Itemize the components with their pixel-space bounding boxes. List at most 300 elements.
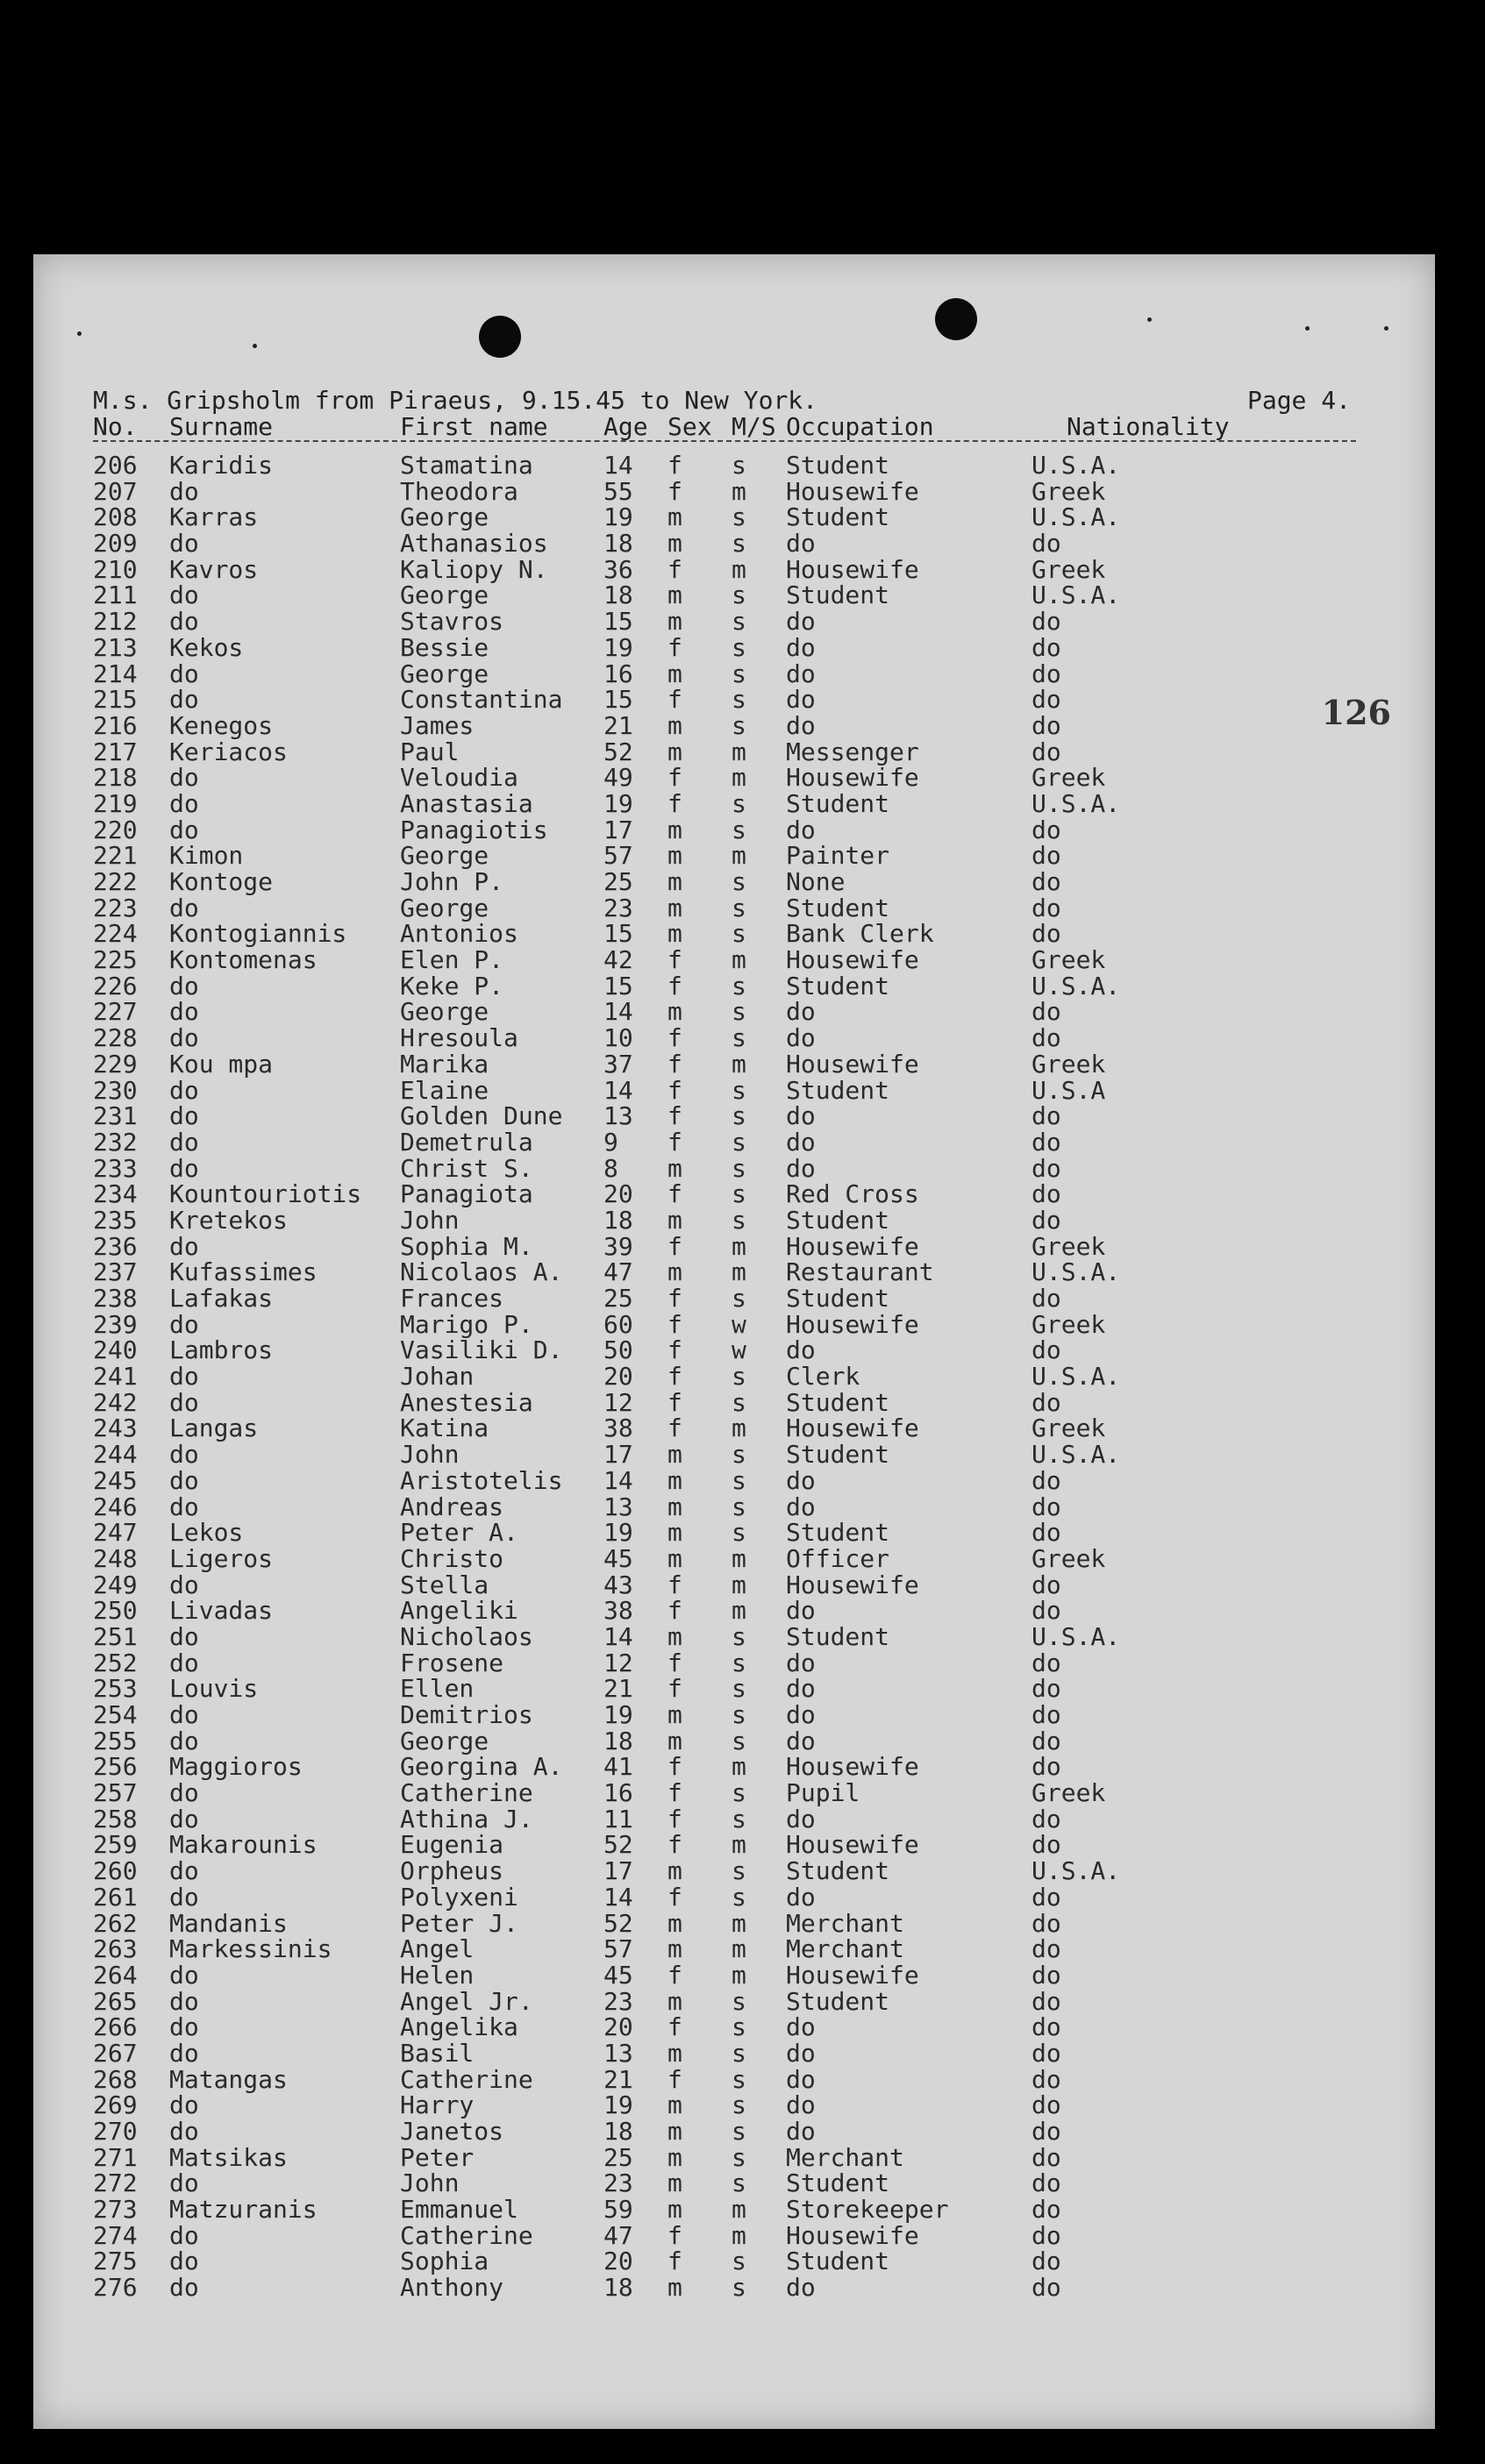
nationality-cell: do <box>1032 1752 1061 1782</box>
age-cell: 21 <box>603 1674 633 1704</box>
occupation-cell: Student <box>786 2168 890 2198</box>
table-row <box>93 1543 1391 1573</box>
sex-cell: m <box>668 2142 682 2172</box>
sex-cell: m <box>668 1908 682 1938</box>
surname-cell: Kontoge <box>169 867 274 896</box>
occupation-cell: Student <box>786 1856 890 1886</box>
marital-status-cell: s <box>732 685 746 715</box>
first-name-cell: Eugenia <box>400 1830 504 1860</box>
surname-cell: do <box>169 815 199 844</box>
passenger-no-cell: 211 <box>93 580 138 610</box>
sex-cell: m <box>668 1700 682 1729</box>
surname-cell: do <box>169 1726 199 1755</box>
sex-cell: m <box>668 1856 682 1886</box>
occupation-cell: Student <box>786 2247 890 2276</box>
marital-status-cell: s <box>732 1075 746 1105</box>
surname-cell: do <box>169 2012 199 2042</box>
marital-status-cell: s <box>732 1127 746 1157</box>
first-name-cell: Theodora <box>400 476 518 506</box>
occupation-cell: do <box>786 2090 816 2120</box>
age-cell: 16 <box>603 1778 633 1808</box>
manifest-title: M.s. Gripsholm from Piraeus, 9.15.45 to New York. <box>93 386 818 415</box>
header-divider <box>93 440 1356 442</box>
first-name-cell: Elaine <box>400 1075 489 1105</box>
age-cell: 17 <box>603 1856 633 1886</box>
first-name-cell: Keke P. <box>400 971 504 1001</box>
occupation-cell: do <box>786 659 816 688</box>
surname-cell: do <box>169 2247 199 2276</box>
table-row <box>93 1727 1391 1753</box>
first-name-cell: Anestesia <box>400 1387 533 1417</box>
occupation-cell: Housewife <box>786 1309 919 1339</box>
first-name-cell: George <box>400 502 489 532</box>
surname-cell: do <box>169 1621 199 1651</box>
nationality-cell: do <box>1032 2038 1061 2068</box>
marital-status-cell: s <box>732 2142 746 2172</box>
surname-cell: Lekos <box>169 1518 244 1548</box>
occupation-cell: do <box>786 1127 816 1157</box>
marital-status-cell: s <box>732 1284 746 1313</box>
nationality-cell: do <box>1032 685 1061 715</box>
marital-status-cell: m <box>732 841 746 871</box>
age-cell: 20 <box>603 2012 633 2042</box>
table-row <box>93 997 1391 1027</box>
table-row <box>93 763 1391 793</box>
first-name-cell: Frances <box>400 1284 504 1313</box>
occupation-cell: Student <box>786 1387 890 1417</box>
passenger-no-cell: 217 <box>93 737 138 766</box>
nationality-cell: do <box>1032 2220 1061 2250</box>
sex-cell: f <box>668 763 682 793</box>
age-cell: 14 <box>603 1465 633 1495</box>
table-row <box>93 2273 1391 2303</box>
nationality-cell: do <box>1032 1101 1061 1131</box>
nationality-cell: do <box>1032 1804 1061 1834</box>
col-header-age: Age <box>603 412 648 441</box>
occupation-cell: Housewife <box>786 476 919 506</box>
sex-cell: m <box>668 893 682 922</box>
surname-cell: do <box>169 1101 199 1131</box>
occupation-cell: Housewife <box>786 1049 919 1079</box>
marital-status-cell: m <box>732 1934 746 1964</box>
table-row <box>93 1908 1391 1938</box>
table-row <box>93 2142 1391 2172</box>
first-name-cell: Antonios <box>400 919 518 949</box>
marital-status-cell: s <box>732 580 746 610</box>
marital-status-cell: s <box>732 1492 746 1521</box>
marital-status-cell: s <box>732 607 746 637</box>
sex-cell: m <box>668 867 682 896</box>
passenger-no-cell: 232 <box>93 1127 138 1157</box>
occupation-cell: do <box>786 710 816 740</box>
surname-cell: do <box>169 1127 199 1157</box>
age-cell: 57 <box>603 841 633 871</box>
marital-status-cell: s <box>732 1387 746 1417</box>
first-name-cell: John P. <box>400 867 504 896</box>
surname-cell: do <box>169 2220 199 2250</box>
nationality-cell: Greek <box>1032 1309 1106 1339</box>
passenger-no-cell: 242 <box>93 1387 138 1417</box>
marital-status-cell: m <box>732 476 746 506</box>
marital-status-cell: s <box>732 632 746 662</box>
first-name-cell: Kaliopy N. <box>400 554 548 584</box>
marital-status-cell: s <box>732 997 746 1027</box>
surname-cell: Kenegos <box>169 710 274 740</box>
occupation-cell: Officer <box>786 1543 890 1573</box>
table-row <box>93 1284 1391 1313</box>
nationality-cell: Greek <box>1032 1778 1106 1808</box>
table-row <box>93 1986 1391 2016</box>
surname-cell: do <box>169 607 199 637</box>
passenger-no-cell: 254 <box>93 1700 138 1729</box>
nationality-cell: do <box>1032 1179 1061 1209</box>
first-name-cell: Golden Dune <box>400 1101 563 1131</box>
surname-cell: Kou mpa <box>169 1049 274 1079</box>
first-name-cell: Emmanuel <box>400 2195 518 2225</box>
table-row <box>93 1049 1391 1079</box>
occupation-cell: Bank Clerk <box>786 919 934 949</box>
surname-cell: do <box>169 1075 199 1105</box>
table-row <box>93 737 1391 764</box>
nationality-cell: U.S.A. <box>1032 502 1121 532</box>
marital-status-cell: s <box>732 529 746 559</box>
first-name-cell: Polyxeni <box>400 1882 518 1912</box>
surname-cell: do <box>169 685 199 715</box>
sex-cell: f <box>668 945 682 975</box>
first-name-cell: Paul <box>400 737 460 766</box>
surname-cell: do <box>169 1778 199 1808</box>
surname-cell: Langas <box>169 1414 259 1443</box>
passenger-no-cell: 255 <box>93 1726 138 1755</box>
sex-cell: f <box>668 1023 682 1053</box>
speck <box>253 344 257 348</box>
table-row <box>93 2012 1391 2042</box>
nationality-cell: do <box>1032 1205 1061 1235</box>
passenger-no-cell: 271 <box>93 2142 138 2172</box>
surname-cell: do <box>169 1492 199 1521</box>
table-row <box>93 632 1391 662</box>
passenger-no-cell: 238 <box>93 1284 138 1313</box>
table-row <box>93 476 1391 506</box>
speck <box>77 331 82 336</box>
first-name-cell: George <box>400 841 489 871</box>
surname-cell: Livadas <box>169 1596 274 1626</box>
first-name-cell: Athina J. <box>400 1804 533 1834</box>
passenger-no-cell: 247 <box>93 1518 138 1548</box>
passenger-no-cell: 245 <box>93 1465 138 1495</box>
age-cell: 19 <box>603 2090 633 2120</box>
table-row <box>93 1649 1391 1675</box>
table-row <box>93 1778 1391 1808</box>
marital-status-cell: s <box>732 451 746 480</box>
passenger-no-cell: 256 <box>93 1752 138 1782</box>
first-name-cell: Andreas <box>400 1492 504 1521</box>
passenger-no-cell: 276 <box>93 2273 138 2303</box>
nationality-cell: do <box>1032 1700 1061 1729</box>
marital-status-cell: s <box>732 788 746 818</box>
passenger-no-cell: 222 <box>93 867 138 896</box>
col-header-no: No. <box>93 412 138 441</box>
col-header-first-name: First name <box>400 412 548 441</box>
table-row <box>93 2247 1391 2276</box>
marital-status-cell: s <box>732 1804 746 1834</box>
first-name-cell: Peter A. <box>400 1518 518 1548</box>
nationality-cell: do <box>1032 1960 1061 1990</box>
occupation-cell: Student <box>786 1621 890 1651</box>
sex-cell: m <box>668 1621 682 1651</box>
sex-cell: f <box>668 1674 682 1704</box>
sex-cell: m <box>668 1518 682 1548</box>
speck <box>1147 317 1152 322</box>
sex-cell: f <box>668 1075 682 1105</box>
table-row <box>93 554 1391 584</box>
marital-status-cell: m <box>732 737 746 766</box>
occupation-cell: Housewife <box>786 554 919 584</box>
passenger-no-cell: 225 <box>93 945 138 975</box>
nationality-cell: U.S.A. <box>1032 1440 1121 1470</box>
first-name-cell: Peter <box>400 2142 475 2172</box>
sex-cell: m <box>668 1543 682 1573</box>
passenger-no-cell: 224 <box>93 919 138 949</box>
surname-cell: Lambros <box>169 1335 274 1365</box>
surname-cell: do <box>169 763 199 793</box>
surname-cell: do <box>169 893 199 922</box>
first-name-cell: Stamatina <box>400 451 533 480</box>
occupation-cell: do <box>786 1596 816 1626</box>
sex-cell: m <box>668 580 682 610</box>
surname-cell: do <box>169 1700 199 1729</box>
occupation-cell: do <box>786 529 816 559</box>
passenger-no-cell: 253 <box>93 1674 138 1704</box>
age-cell: 52 <box>603 1908 633 1938</box>
nationality-cell: Greek <box>1032 763 1106 793</box>
nationality-cell: do <box>1032 737 1061 766</box>
first-name-cell: George <box>400 659 489 688</box>
table-row <box>93 2038 1391 2068</box>
nationality-cell: U.S.A. <box>1032 971 1121 1001</box>
first-name-cell: Sophia M. <box>400 1231 533 1261</box>
occupation-cell: Merchant <box>786 1908 904 1938</box>
sex-cell: m <box>668 737 682 766</box>
occupation-cell: Painter <box>786 841 890 871</box>
table-row <box>93 1101 1391 1131</box>
first-name-cell: Vasiliki D. <box>400 1335 563 1365</box>
occupation-cell: Housewife <box>786 1830 919 1860</box>
nationality-cell: Greek <box>1032 1231 1106 1261</box>
marital-status-cell: m <box>732 554 746 584</box>
sex-cell: m <box>668 529 682 559</box>
nationality-cell: U.S.A. <box>1032 788 1121 818</box>
stamped-number: 126 <box>1321 693 1391 732</box>
occupation-cell: do <box>786 632 816 662</box>
table-row <box>93 1700 1391 1727</box>
nationality-cell: do <box>1032 1284 1061 1313</box>
age-cell: 57 <box>603 1934 633 1964</box>
sex-cell: m <box>668 1492 682 1521</box>
occupation-cell: do <box>786 815 816 844</box>
speck <box>1305 326 1310 331</box>
age-cell: 14 <box>603 1882 633 1912</box>
marital-status-cell: m <box>732 1543 746 1573</box>
sex-cell: f <box>668 1179 682 1209</box>
occupation-cell: do <box>786 1492 816 1521</box>
first-name-cell: Elen P. <box>400 945 504 975</box>
marital-status-cell: w <box>732 1309 746 1339</box>
first-name-cell: Katina <box>400 1414 489 1443</box>
sex-cell: f <box>668 1049 682 1079</box>
occupation-cell: Housewife <box>786 1231 919 1261</box>
marital-status-cell: s <box>732 2064 746 2094</box>
marital-status-cell: m <box>732 1231 746 1261</box>
first-name-cell: John <box>400 2168 460 2198</box>
surname-cell: Karras <box>169 502 259 532</box>
occupation-cell: Student <box>786 451 890 480</box>
marital-status-cell: s <box>732 1648 746 1677</box>
age-cell: 25 <box>603 867 633 896</box>
occupation-cell: Housewife <box>786 945 919 975</box>
passenger-no-cell: 219 <box>93 788 138 818</box>
marital-status-cell: s <box>732 1700 746 1729</box>
first-name-cell: Hresoula <box>400 1023 518 1053</box>
passenger-no-cell: 267 <box>93 2038 138 2068</box>
occupation-cell: Student <box>786 788 890 818</box>
age-cell: 47 <box>603 1257 633 1287</box>
marital-status-cell: s <box>732 971 746 1001</box>
table-row <box>93 1205 1391 1235</box>
occupation-cell: do <box>786 2038 816 2068</box>
table-row <box>93 2064 1391 2094</box>
first-name-cell: Peter J. <box>400 1908 518 1938</box>
page-number: Page 4. <box>1246 386 1351 415</box>
marital-status-cell: s <box>732 1674 746 1704</box>
surname-cell: Kimon <box>169 841 244 871</box>
occupation-cell: Student <box>786 502 890 532</box>
nationality-cell: do <box>1032 659 1061 688</box>
age-cell: 10 <box>603 1023 633 1053</box>
table-row <box>93 1335 1391 1365</box>
age-cell: 14 <box>603 1621 633 1651</box>
table-row <box>93 1414 1391 1443</box>
passenger-no-cell: 213 <box>93 632 138 662</box>
marital-status-cell: s <box>732 1362 746 1392</box>
occupation-cell: do <box>786 1101 816 1131</box>
occupation-cell: Student <box>786 580 890 610</box>
marital-status-cell: s <box>732 2038 746 2068</box>
surname-cell: do <box>169 2117 199 2146</box>
age-cell: 23 <box>603 893 633 922</box>
age-cell: 39 <box>603 1231 633 1261</box>
sex-cell: m <box>668 2117 682 2146</box>
surname-cell: do <box>169 1153 199 1183</box>
table-row <box>93 1856 1391 1886</box>
passenger-no-cell: 239 <box>93 1309 138 1339</box>
first-name-cell: Catherine <box>400 1778 533 1808</box>
table-row <box>93 867 1391 894</box>
sex-cell: f <box>668 451 682 480</box>
passenger-no-cell: 221 <box>93 841 138 871</box>
sex-cell: f <box>668 1778 682 1808</box>
passenger-no-cell: 266 <box>93 2012 138 2042</box>
surname-cell: Matzuranis <box>169 2195 318 2225</box>
occupation-cell: do <box>786 2012 816 2042</box>
passenger-no-cell: 257 <box>93 1778 138 1808</box>
surname-cell: do <box>169 1856 199 1886</box>
sex-cell: m <box>668 815 682 844</box>
table-row <box>93 1934 1391 1964</box>
surname-cell: Kontomenas <box>169 945 318 975</box>
marital-status-cell: m <box>732 1960 746 1990</box>
passenger-no-cell: 261 <box>93 1882 138 1912</box>
first-name-cell: Bessie <box>400 632 489 662</box>
marital-status-cell: m <box>732 1596 746 1626</box>
punch-hole-right <box>935 298 977 340</box>
sex-cell: m <box>668 2195 682 2225</box>
first-name-cell: Athanasios <box>400 529 548 559</box>
marital-status-cell: s <box>732 659 746 688</box>
sex-cell: f <box>668 1387 682 1417</box>
nationality-cell: do <box>1032 2142 1061 2172</box>
nationality-cell: U.S.A. <box>1032 1362 1121 1392</box>
occupation-cell: Red Cross <box>786 1179 919 1209</box>
nationality-cell: do <box>1032 1726 1061 1755</box>
marital-status-cell: m <box>732 2195 746 2225</box>
surname-cell: Kontogiannis <box>169 919 347 949</box>
table-row <box>93 2090 1391 2120</box>
sex-cell: f <box>668 1960 682 1990</box>
passenger-no-cell: 249 <box>93 1570 138 1599</box>
sex-cell: m <box>668 2273 682 2303</box>
age-cell: 45 <box>603 1960 633 1990</box>
marital-status-cell: m <box>732 1752 746 1782</box>
nationality-cell: do <box>1032 2090 1061 2120</box>
occupation-cell: do <box>786 685 816 715</box>
manifest-page <box>33 254 1435 2429</box>
age-cell: 19 <box>603 788 633 818</box>
nationality-cell: do <box>1032 841 1061 871</box>
occupation-cell: Restaurant <box>786 1257 934 1287</box>
first-name-cell: Panagiota <box>400 1179 533 1209</box>
surname-cell: do <box>169 2273 199 2303</box>
punch-hole-left <box>479 316 521 358</box>
surname-cell: Kountouriotis <box>169 1179 362 1209</box>
age-cell: 18 <box>603 529 633 559</box>
surname-cell: do <box>169 788 199 818</box>
occupation-cell: Housewife <box>786 1414 919 1443</box>
col-header-sex: Sex <box>668 412 712 441</box>
surname-cell: do <box>169 476 199 506</box>
table-row <box>93 607 1391 637</box>
nationality-cell: do <box>1032 1934 1061 1964</box>
sex-cell: f <box>668 1101 682 1131</box>
first-name-cell: Janetos <box>400 2117 504 2146</box>
age-cell: 19 <box>603 632 633 662</box>
marital-status-cell: m <box>732 1908 746 1938</box>
passenger-no-cell: 263 <box>93 1934 138 1964</box>
passenger-no-cell: 233 <box>93 1153 138 1183</box>
passenger-no-cell: 244 <box>93 1440 138 1470</box>
sex-cell: m <box>668 1934 682 1964</box>
age-cell: 20 <box>603 1362 633 1392</box>
age-cell: 38 <box>603 1414 633 1443</box>
speck <box>1384 326 1389 331</box>
surname-cell: do <box>169 1986 199 2016</box>
nationality-cell: Greek <box>1032 945 1106 975</box>
table-row <box>93 1127 1391 1157</box>
table-row <box>93 1596 1391 1626</box>
marital-status-cell: s <box>732 1465 746 1495</box>
age-cell: 23 <box>603 2168 633 2198</box>
marital-status-cell: s <box>732 1205 746 1235</box>
